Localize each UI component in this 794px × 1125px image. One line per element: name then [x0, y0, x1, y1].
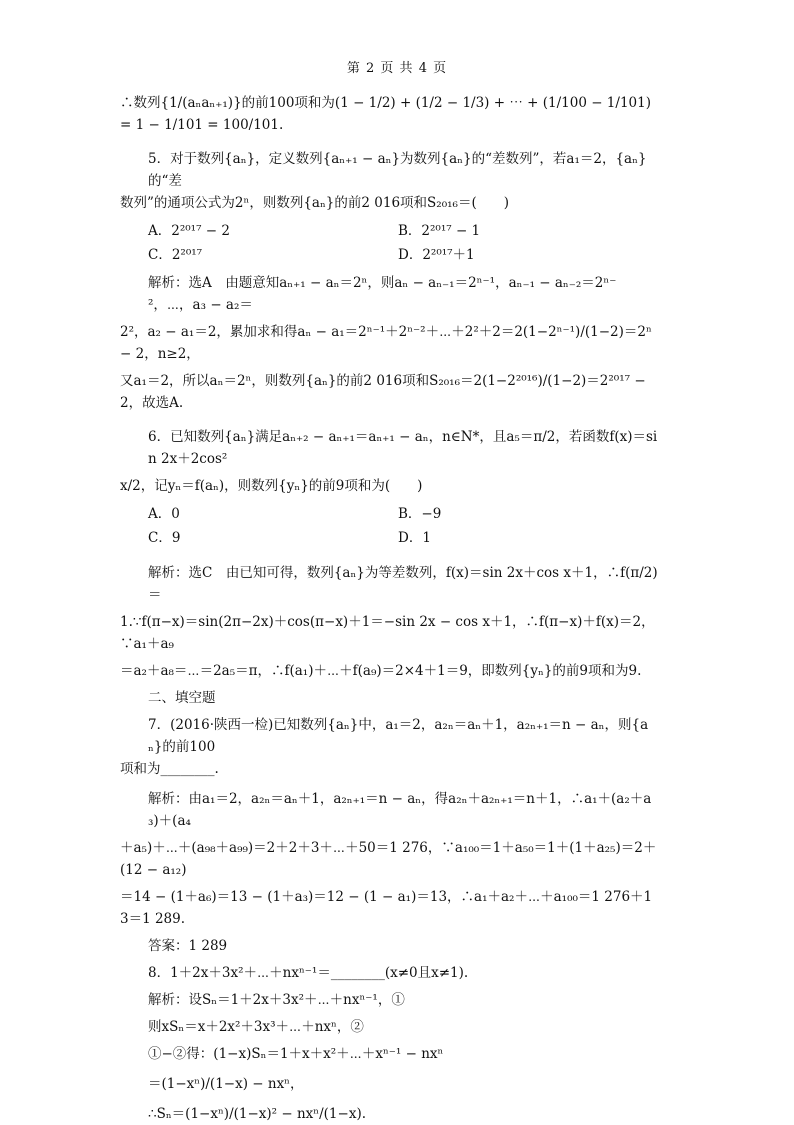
- section-heading: 二、填空题: [148, 690, 216, 706]
- text-line: 则xSₙ＝x＋2x²＋3x³＋⋯＋nxⁿ，②: [148, 1019, 364, 1035]
- question-7: 7．(2016·陕西一检)已知数列{aₙ}中，a₁＝2，a₂ₙ＝aₙ＋1，a₂ₙ₊₁＝n − aₙ，则{aₙ}的前100: [148, 717, 649, 755]
- text-line: 1.∵f(π−x)＝sin(2π−2x)＋cos(π−x)＋1＝−sin 2x − cos x＋1，∴f(π−x)＋f(x)＝2，∵a₁＋a₉: [120, 614, 655, 652]
- text-line: 又a₁＝2，所以aₙ＝2ⁿ，则数列{aₙ}的前2 016项和S₂₀₁₆＝2(1−2²⁰¹⁶)/(1−2)＝2²⁰¹⁷ − 2，故选A.: [120, 373, 646, 411]
- text-line: ∴数列{1/(aₙaₙ₊₁)}的前100项和为(1 − 1/2) + (1/2 − 1/3) + ⋯ + (1/100 − 1/101) = 1 − 1/101 = 100/101.: [120, 95, 651, 133]
- q5-option-d: D．2²⁰¹⁷＋1: [398, 247, 475, 263]
- question-8: 8．1＋2x＋3x²＋⋯＋nxⁿ⁻¹＝________(x≠0且x≠1).: [148, 965, 469, 981]
- text-line: ①−②得：(1−x)Sₙ＝1＋x＋x²＋⋯＋xⁿ⁻¹ − nxⁿ: [148, 1046, 444, 1062]
- text-line: ∴Sₙ＝(1−xⁿ)/(1−x)² − nxⁿ/(1−x).: [148, 1106, 367, 1122]
- q6-options-row-2: [120, 526, 660, 550]
- q6-option-a: A．0: [148, 506, 180, 522]
- q5-options-row-1: [120, 219, 660, 243]
- text-line: 2²，a₂ − a₁＝2，累加求和得aₙ − a₁＝2ⁿ⁻¹＋2ⁿ⁻²＋⋯＋2²＋2＝2(1−2ⁿ⁻¹)/(1−2)＝2ⁿ − 2，n≥2，: [120, 324, 652, 362]
- text-line: 项和为________.: [120, 761, 219, 777]
- q5-options-row-2: [120, 243, 660, 267]
- text-line: ＝(1−xⁿ)/(1−x) − nxⁿ，: [148, 1076, 304, 1092]
- q6-solution: 解析：选C 由已知可得，数列{aₙ}为等差数列，f(x)＝sin 2x＋cos x＋1，∴f(π/2)＝: [148, 565, 658, 603]
- page-indicator: 第 2 页 共 4 页: [346, 61, 448, 76]
- document-body: [120, 92, 660, 1125]
- text-line: ＝14 − (1＋a₆)＝13 − (1＋a₃)＝12 − (1 − a₁)＝13，∴a₁＋a₂＋⋯＋a₁₀₀＝1 276＋13＝1 289.: [120, 889, 653, 927]
- text-line: 数列”的通项公式为2ⁿ，则数列{aₙ}的前2 016项和S₂₀₁₆＝( ): [120, 195, 509, 211]
- q5-solution: 解析：选A 由题意知aₙ₊₁ − aₙ＝2ⁿ，则aₙ − aₙ₋₁＝2ⁿ⁻¹，aₙ₋₁ − aₙ₋₂＝2ⁿ⁻²，⋯，a₃ − a₂＝: [148, 275, 617, 313]
- q6-option-b: B．−9: [398, 506, 442, 522]
- q7-answer: 答案：1 289: [148, 938, 228, 954]
- q5-option-b: B．2²⁰¹⁷ − 1: [398, 223, 481, 239]
- q6-option-d: D．1: [398, 530, 431, 546]
- q5-option-a: A．2²⁰¹⁷ − 2: [148, 223, 230, 239]
- question-5: 5．对于数列{aₙ}，定义数列{aₙ₊₁ − aₙ}为数列{aₙ}的“差数列”，若a₁＝2，{aₙ}的“差: [148, 151, 647, 189]
- text-line: ＝a₂＋a₈＝⋯＝2a₅＝π，∴f(a₁)＋⋯＋f(a₉)＝2×4＋1＝9，即数列{yₙ}的前9项和为9.: [120, 663, 642, 679]
- q6-options-row-1: [120, 502, 660, 526]
- text-line: x/2，记yₙ＝f(aₙ)，则数列{yₙ}的前9项和为( ): [120, 478, 423, 494]
- q7-solution: 解析：由a₁＝2，a₂ₙ＝aₙ＋1，a₂ₙ₊₁＝n − aₙ，得a₂ₙ＋a₂ₙ₊₁＝n＋1，∴a₁＋(a₂＋a₃)＋(a₄: [148, 791, 652, 829]
- text-line: ＋a₅)＋⋯＋(a₉₈＋a₉₉)＝2＋2＋3＋⋯＋50＝1 276，∵a₁₀₀＝1＋a₅₀＝1＋(1＋a₂₅)＝2＋(12 − a₁₂): [120, 840, 657, 878]
- q8-solution: 解析：设Sₙ＝1＋2x＋3x²＋⋯＋nxⁿ⁻¹，①: [148, 992, 405, 1008]
- q5-option-c: C．2²⁰¹⁷: [148, 247, 203, 263]
- q6-option-c: C．9: [148, 530, 181, 546]
- question-6: 6．已知数列{aₙ}满足aₙ₊₂ − aₙ₊₁＝aₙ₊₁ − aₙ，n∈N*，且a₅＝π/2，若函数f(x)＝sin 2x＋2cos²: [148, 429, 658, 467]
